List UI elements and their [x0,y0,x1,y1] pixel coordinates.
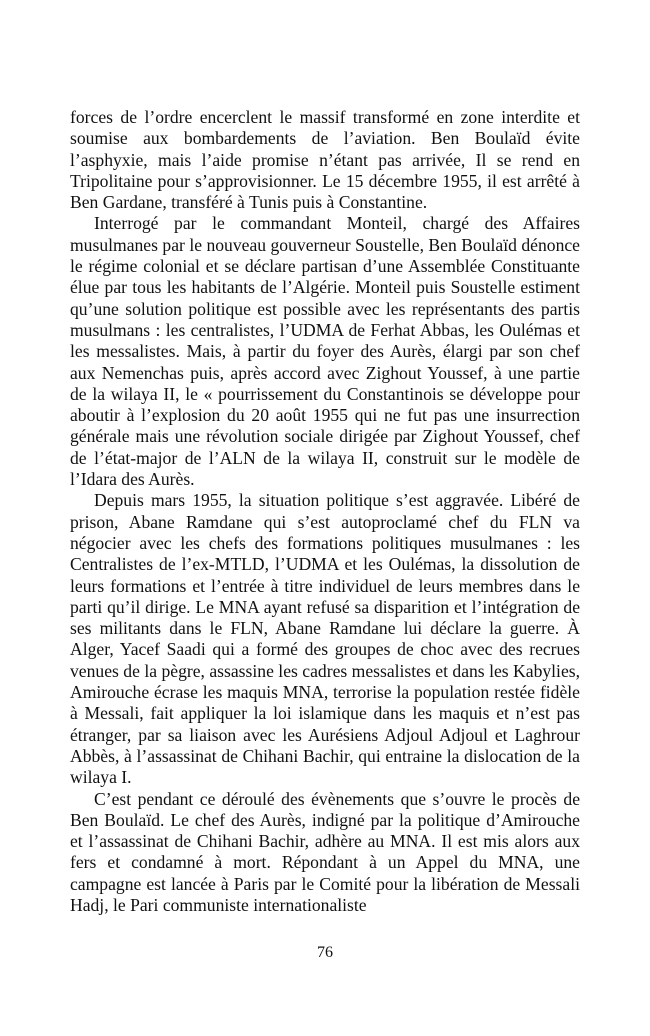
paragraph-2: Interrogé par le commandant Monteil, chargé des Affaires musulmanes par le nouveau gouverneur Soustelle, Ben Boulaïd dénonce le régime colonial et se déclare partisan d’une Assemblée Constituante élue par tous les habitants de l’Algérie. Monteil puis Soustelle estiment qu’une solution politique est possible avec les représentants des partis musulmans : les centralistes, l’UDMA de Ferhat Abbas, les Oulémas et les messalistes. Mais, à partir du foyer des Aurès, élargi par son chef aux Nemenchas puis, après accord avec Zighout Youssef, à une partie de la wilaya II, le « pourrissement du Constantinois se développe pour aboutir à l’explosion du 20 août 1955 qui ne fut pas une insurrection générale mais une révolution sociale dirigée par Zighout Youssef, chef de l’état-major de l’ALN de la wilaya II, construit sur le modèle de l’Idara des Aurès. [70,213,580,490]
paragraph-3: Depuis mars 1955, la situation politique s’est aggravée. Libéré de prison, Abane Ramdane qui s’est autoproclamé chef du FLN va négocier avec les chefs des formations politiques musulmanes : les Centralistes de l’ex-MTLD, l’UDMA et les Oulémas, la dissolution de leurs formations et l’entrée à titre individuel de leurs membres dans le parti qu’il dirige. Le MNA ayant refusé sa disparition et l’intégration de ses militants dans le FLN, Abane Ramdane lui déclare la guerre. À Alger, Yacef Saadi qui a formé des groupes de choc avec des recrues venues de la pègre, assassine les cadres messalistes et dans les Kabylies, Amirouche écrase les maquis MNA, terrorise la population restée fidèle à Messali, fait appliquer la loi islamique dans les maquis et n’est pas étranger, par sa liaison avec les Aurésiens Adjoul Adjoul et Laghrour Abbès, à l’assassinat de Chihani Bachir, qui entraine la dislocation de la wilaya I. [70,490,580,788]
body-text [70,107,580,916]
paragraph-1: forces de l’ordre encerclent le massif transformé en zone interdite et soumise aux bombardements de l’aviation. Ben Boulaïd évite l’asphyxie, mais l’aide promise n’étant pas arrivée, Il se rend en Tripolitaine pour s’approvisionner. Le 15 décembre 1955, il est arrêté à Ben Gardane, transféré à Tunis puis à Constantine. [70,107,580,213]
page-number: 76 [317,944,333,961]
paragraph-4: C’est pendant ce déroulé des évènements que s’ouvre le procès de Ben Boulaïd. Le chef des Aurès, indigné par la politique d’Amirouche et l’assassinat de Chihani Bachir, adhère au MNA. Il est mis alors aux fers et condamné à mort. Répondant à un Appel du MNA, une campagne est lancée à Paris par le Comité pour la libération de Messali Hadj, le Pari communiste internationaliste [70,788,580,915]
